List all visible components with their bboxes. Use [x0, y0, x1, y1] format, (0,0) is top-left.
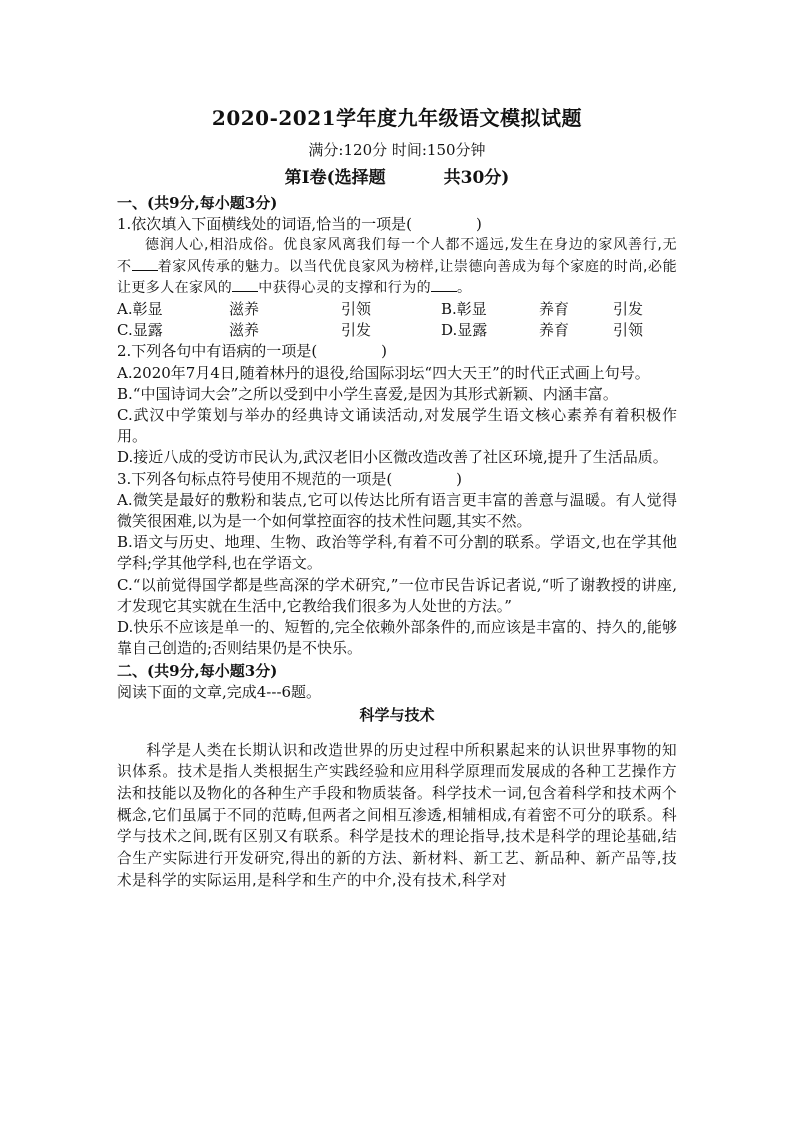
question-1-passage: 德润人心,相沿成俗。优良家风离我们每一个人都不遥远,发生在身边的家风善行,无不 着家风传承的魅力。以当代优良家风为榜样,让崇德向善成为每个家庭的时尚,必能让更多人在家风的 中获得心灵的支撑和行为的 。	[117, 237, 677, 297]
article-body: 科学是人类在长期认识和改造世界的历史过程中所积累起来的认识世界事物的知识体系。技术是指人类根据生产实践经验和应用科学原理而发展成的各种工艺操作方法和技能以及物化的各种生产手段和物质装备。科学技术一词,包含着科学和技术两个概念,它们虽属于不同的范畴,但两者之间相互渗透,相辅相成,有着密不可分的联系。科学与技术之间,既有区别又有联系。科学是技术的理论指导,技术是科学的理论基础,结合生产实际进行开发研究,得出的新的方法、新材料、新工艺、新品种、新产品等,技术是科学的实际运用,是科学和生产的中介,没有技术,科学对	[117, 741, 677, 889]
volume-heading	[117, 165, 677, 191]
question-1-stem: 1.依次填入下面横线处的词语,恰当的一项是( )	[117, 215, 482, 233]
exam-title: 2020-2021学年度九年级语文模拟试题	[211, 106, 583, 130]
section2-heading: 二、(共9分,每小题3分)	[117, 662, 278, 681]
question-3-option-d: D.快乐不应该是单一的、短暂的,完全依赖外部条件的,而应该是丰富的、持久的,能够靠自己创造的;否则结果仍是不快乐。	[117, 618, 677, 658]
question-3-option-c: C.“以前觉得国学都是些高深的学术研究,”一位市民告诉记者说,“听了谢教授的讲座,才发现它其实就在生活中,它教给我们很多为人处世的方法。”	[117, 575, 677, 615]
question-3-stem: 3.下列各句标点符号使用不规范的一项是( )	[117, 469, 463, 488]
article-title: 科学与技术	[359, 705, 435, 724]
exam-subtitle: 满分:120分 时间:150分钟	[308, 141, 486, 159]
fill-blank	[132, 258, 158, 271]
question-2-stem: 2.下列各句中有语病的一项是( )	[117, 342, 388, 361]
question-2-option-d: D.接近八成的受访市民认为,武汉老旧小区微改造改善了社区环境,提升了生活品质。	[117, 448, 668, 467]
question-2-option-c: C.武汉中学策划与举办的经典诗文诵读活动,对发展学生语文核心素养有着积极作用。	[117, 406, 677, 446]
question-1-options-row1: A.彰显 滋养 引领 B.彰显 养育 引发	[117, 300, 644, 319]
question-2-option-b: B.“中国诗词大会”之所以受到中小学生喜爱,是因为其形式新颖、内涵丰富。	[117, 384, 618, 403]
fill-blank	[431, 279, 457, 292]
section2-instruction: 阅读下面的文章,完成4---6题。	[117, 683, 322, 702]
exam-page	[117, 104, 677, 892]
fill-blank	[232, 279, 258, 292]
question-3-option-b: B.语文与历史、地理、生物、政治等学科,有着不可分割的联系。学语文,也在学其他学科;学其他学科,也在学语文。	[117, 533, 677, 573]
question-3-option-a: A.微笑是最好的敷粉和装点,它可以传达比所有语言更丰富的善意与温暖。有人觉得微笑很困难,以为是一个如何掌控面容的技术性问题,其实不然。	[117, 490, 677, 531]
volume-heading-part1: 第Ⅰ卷(选择题	[284, 168, 386, 188]
question-2-option-a: A.2020年7月4日,随着林丹的退役,给国际羽坛“四大天王”的时代正式画上句号。	[117, 363, 650, 382]
section1-heading: 一、(共9分,每小题3分)	[117, 194, 278, 212]
question-1-options-row2: C.显露 滋养 引发 D.显露 养育 引领	[117, 321, 644, 340]
volume-heading-part2: 共30分)	[443, 168, 510, 188]
